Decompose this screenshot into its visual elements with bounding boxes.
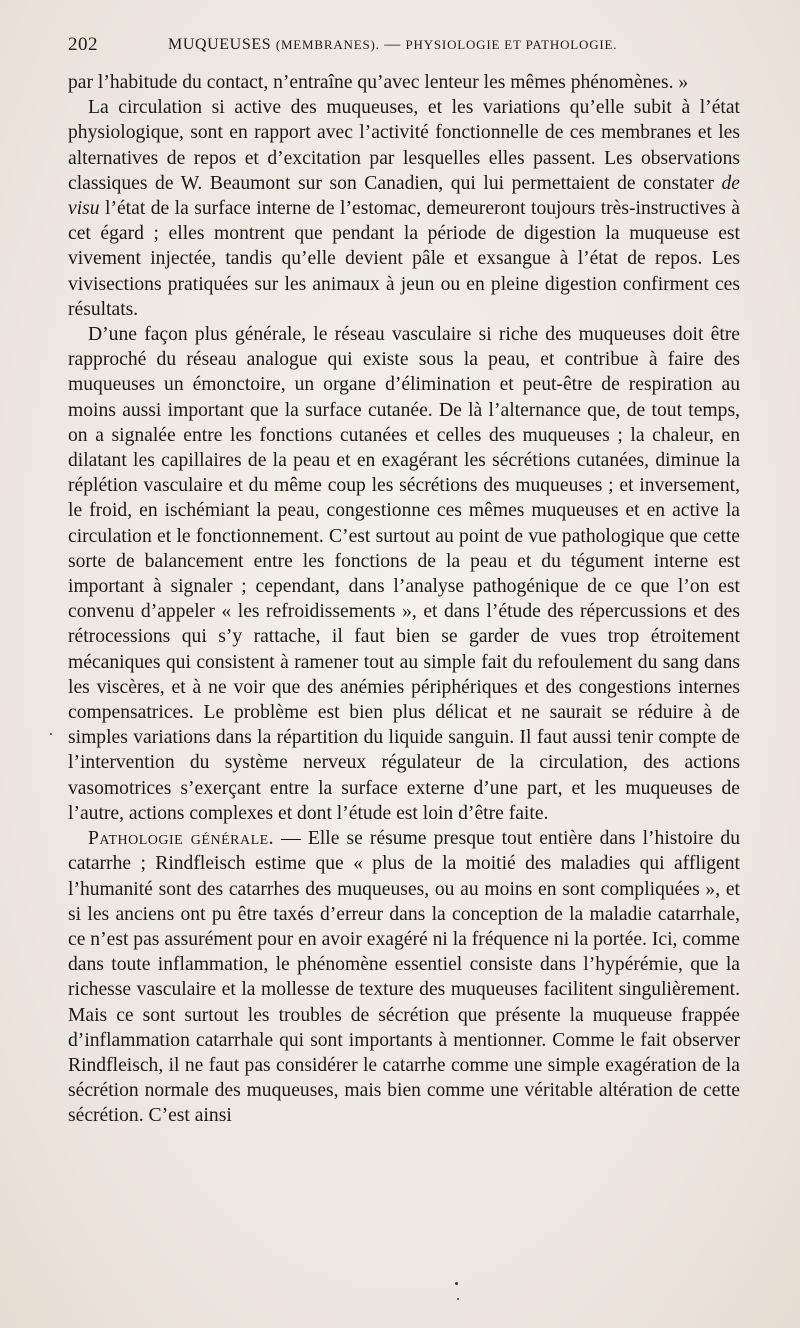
running-header [68,34,740,64]
paper-speck [455,1282,458,1285]
paragraph-2 [68,95,740,322]
title-paren: (MEMBRANES). [275,37,380,52]
running-title [168,36,617,54]
paragraph-1: par l’habitude du contact, n’entraîne qu’avec lenteur les mêmes phénomènes. » [68,72,689,93]
paragraph-2-part-1: La circulation si active des muqueuses, et les variations qu’elle subit à l’état physiologique, sont en rapport avec l’activité fonctionnelle de ces membranes et les alternatives de repos et d’excitation par lesquelles elles passent. Les observations classiques de W. Beaumont sur son Canadien, qui lui permettaient de constater [68,97,740,194]
paragraph-2-part-2: l’état de la surface interne de l’estomac, demeureront toujours très-instructives à cet égard ; elles montrent que pendant la période de digestion la muqueuse est vivement injectée, tandis qu’elle devient pâle et exsangue à l’état de repos. Les vivisections pratiquées sur les animaux à jeun ou en pleine digestion confirment ces résultats. [68,198,740,320]
paragraph-4-text: — Elle se résume presque tout entière dans l’histoire du catarrhe ; Rindfleisch estime que « plus de la moitié des maladies qui affligent l’humanité sont des catarrhes des muqueuses, ou au moins en sont compliquées », et si les anciens ont pu être taxés d’erreur dans la conception de la maladie catarrhale, ce n’est pas assurément pour en avoir exagéré ni la fréquence ni la portée. Ici, comme dans toute inflammation, le phénomène essentiel consiste dans l’hypérémie, que la richesse vasculaire et la mollesse de texture des muqueuses facilitent singulièrement. Mais ce sont surtout les troubles de sécrétion que présente la muqueuse frappée d’inflammation catarrhale qui sont importants à mentionner. Comme le fait observer Rindfleisch, il ne faut pas considérer le catarrhe comme une simple exagération de la sécrétion normale des muqueuses, mais bien comme une véritable altération de cette sécrétion. C’est ainsi [68,828,741,1127]
paragraph-4 [68,826,740,1128]
paper-speck [457,1298,459,1300]
title-main: MUQUEUSES [168,36,272,53]
title-section: PHYSIOLOGIE ET PATHOLOGIE. [405,37,618,52]
section-heading: Pathologie générale. [88,828,275,850]
title-dash: — [384,36,401,53]
paper-speck [50,733,52,735]
paragraph-3: D’une façon plus générale, le réseau vasculaire si riche des muqueuses doit être rapproché du réseau analogue qui existe sous la peau, et contribue à faire des muqueuses un émonctoire, un organe d’élimination et peut-être de respiration au moins aussi important que la surface cutanée. De là l’alternance que, de tout temps, on a signalée entre les fonctions cutanées et celles des muqueuses ; la chaleur, en dilatant les capillaires de la peau et en exagérant les sécrétions cutanées, diminue la réplétion vasculaire et du même coup les sécrétions des muqueuses ; et inversement, le froid, en ischémiant la peau, congestionne ces mêmes muqueuses et en active la circulation et le fonctionnement. C’est surtout au point de vue pathologique que cette sorte de balancement entre les fonctions de la peau et du tégument interne est important à signaler ; cependant, dans l’analyse pathogénique de ce que l’on est convenu d’appeler « les refroidissements », et dans l’étude des répercussions et des rétrocessions qui s’y rattache, il faut bien se garder de vues trop étroitement mécaniques qui consistent à ramener tout au simple fait du refoulement du sang dans les viscères, et à ne voir que des anémies périphériques et des congestions internes compensatrices. Le problème est bien plus délicat et ne saurait se réduire à de simples variations dans la répartition du liquide sanguin. Il faut aussi tenir compte de l’intervention du système nerveux régulateur de la circulation, des actions vasomotrices s’exerçant entre la surface externe d’une part, et les muqueuses de l’autre, actions complexes et dont l’étude est loin d’être faite. [68,324,740,824]
page-number: 202 [68,34,98,55]
body-text [68,70,740,1129]
paragraph-2-italic: de visu [68,172,740,220]
